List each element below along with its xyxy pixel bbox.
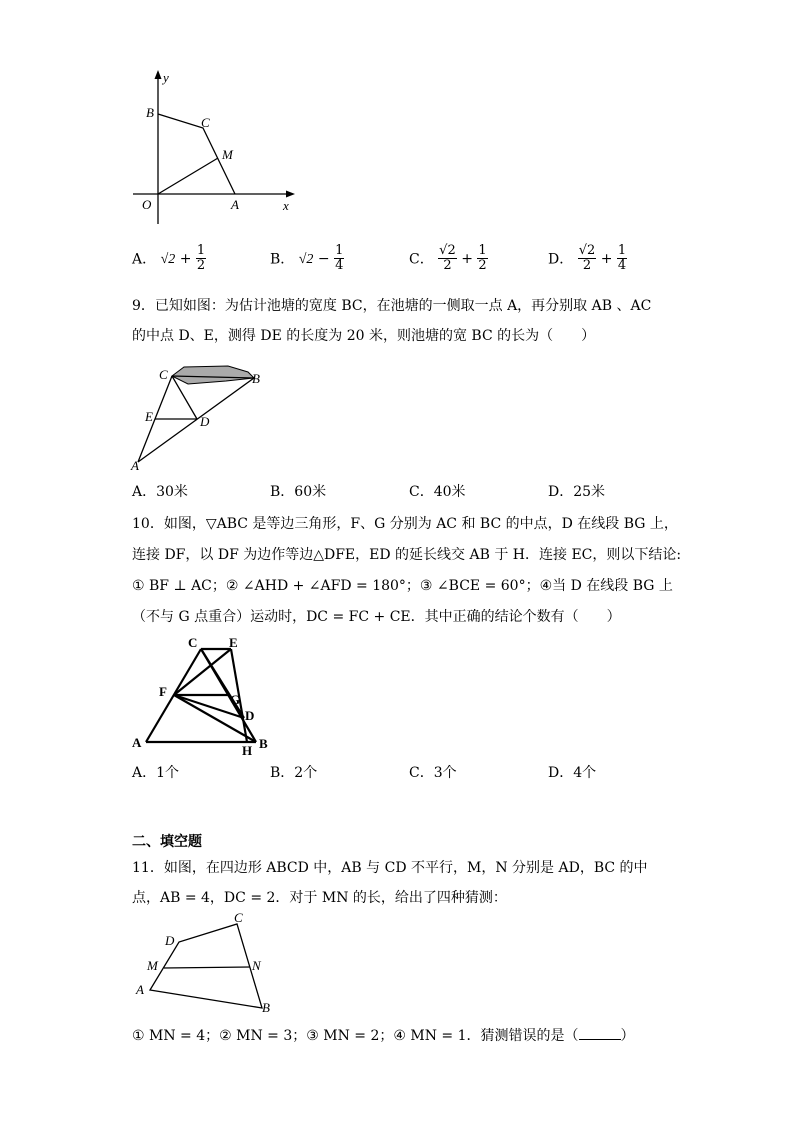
segment-AB bbox=[138, 378, 254, 462]
q11-stem-line1: 11．如图，在四边形 ABCD 中，AB 与 CD 不平行，M，N 分别是 AD，BC 的中 bbox=[132, 860, 648, 876]
q8-option-a-expr: √2 + $\frac{1}{2}$ bbox=[160, 243, 206, 273]
segment-FE bbox=[174, 649, 231, 695]
q10-option-d[interactable]: D．4个 bbox=[548, 765, 597, 781]
q10-option-b[interactable]: B．2个 bbox=[270, 765, 318, 781]
label-F: F bbox=[159, 684, 167, 699]
label-A: A bbox=[131, 458, 139, 473]
q10-figure bbox=[128, 634, 278, 760]
q9-option-c[interactable]: C．40米 bbox=[409, 484, 466, 500]
q8-option-c[interactable] bbox=[409, 244, 488, 273]
q10-stem-line2: 连接 DF，以 DF 为边作等边△DFE，ED 的延长线交 AB 于 H．连接 EC，则以下结论: bbox=[132, 547, 682, 563]
label-N: N bbox=[252, 958, 261, 973]
q10-option-c[interactable]: C．3个 bbox=[409, 765, 457, 781]
label-E: E bbox=[229, 635, 238, 650]
q8-option-c-letter: C． bbox=[409, 251, 434, 268]
label-D: D bbox=[165, 933, 175, 948]
q10-stem-line4: （不与 G 点重合）运动时，DC = FC + CE．其中正确的结论个数有（ ） bbox=[132, 609, 621, 625]
label-C: C bbox=[159, 367, 168, 382]
label-A: A bbox=[132, 735, 142, 750]
x-axis-arrow bbox=[286, 191, 295, 198]
q10-stem-line3: ① BF ⊥ AC；② ∠AHD + ∠AFD = 180°；③ ∠BCE = 60°；④当 D 在线段 BG 上 bbox=[132, 578, 673, 594]
section-title: 二、填空题 bbox=[132, 834, 202, 850]
q8-option-b-expr: √2 − $\frac{1}{4}$ bbox=[298, 243, 344, 273]
label-M: M bbox=[222, 147, 233, 162]
q8-option-d[interactable] bbox=[548, 244, 627, 273]
label-G: G bbox=[230, 692, 241, 707]
pond-shape bbox=[172, 366, 254, 384]
q8-figure bbox=[125, 66, 305, 226]
q9-option-b[interactable]: B．60米 bbox=[270, 484, 327, 500]
q8-option-a-letter: A． bbox=[132, 251, 157, 268]
q8-option-d-expr: $\frac{√2}{2}$ + $\frac{1}{4}$ bbox=[578, 243, 627, 273]
q9-stem-line1: 9．已知如图：为估计池塘的宽度 BC，在池塘的一侧取一点 A，再分别取 AB 、AC bbox=[132, 298, 652, 314]
q11-figure bbox=[132, 912, 282, 1017]
q11-close-paren: ） bbox=[620, 1028, 635, 1044]
q11-stem-line3 bbox=[132, 1025, 635, 1046]
q8-option-b-letter: B． bbox=[270, 251, 295, 268]
label-A: A bbox=[136, 982, 144, 997]
q9-option-d[interactable]: D．25米 bbox=[548, 484, 606, 500]
q11-guesses: ① MN = 4；② MN = 3；③ MN = 2；④ MN = 1．猜测错误的是（ bbox=[132, 1028, 579, 1044]
label-D: D bbox=[245, 708, 255, 723]
segment-MN bbox=[164, 967, 250, 968]
q10-option-a[interactable]: A．1个 bbox=[132, 765, 180, 781]
q10-stem-line1: 10．如图，▽ABC 是等边三角形，F、G 分别为 AC 和 BC 的中点，D 在线段 BG 上， bbox=[132, 516, 678, 532]
label-A: A bbox=[231, 197, 239, 212]
label-B: B bbox=[262, 1000, 270, 1015]
label-H: H bbox=[242, 743, 253, 758]
q11-stem-line2: 点，AB = 4，DC = 2．对于 MN 的长，给出了四种猜测： bbox=[132, 890, 507, 906]
label-C: C bbox=[201, 115, 210, 130]
label-B: B bbox=[146, 105, 154, 120]
q8-option-d-letter: D． bbox=[548, 251, 574, 268]
q8-option-c-expr: $\frac{√2}{2}$ + $\frac{1}{2}$ bbox=[439, 243, 487, 273]
y-axis-arrow bbox=[155, 70, 162, 79]
q8-option-a[interactable] bbox=[132, 244, 206, 273]
q9-stem-line2: 的中点 D、E，测得 DE 的长度为 20 米，则池塘的宽 BC 的长为（ ） bbox=[132, 328, 596, 344]
q9-option-a[interactable]: A．30米 bbox=[132, 484, 188, 500]
label-C: C bbox=[188, 635, 198, 650]
label-E: E bbox=[145, 409, 153, 424]
q11-answer-blank[interactable] bbox=[579, 1025, 621, 1040]
segment-OM bbox=[158, 158, 218, 194]
q9-figure bbox=[128, 358, 268, 473]
label-M: M bbox=[147, 958, 158, 973]
label-y: y bbox=[163, 70, 169, 85]
label-C: C bbox=[234, 912, 243, 925]
label-O: O bbox=[142, 197, 152, 212]
label-D: D bbox=[200, 414, 210, 429]
label-B: B bbox=[259, 736, 268, 751]
label-x: x bbox=[283, 198, 289, 213]
q8-option-b[interactable] bbox=[270, 244, 344, 273]
label-B: B bbox=[252, 371, 260, 386]
